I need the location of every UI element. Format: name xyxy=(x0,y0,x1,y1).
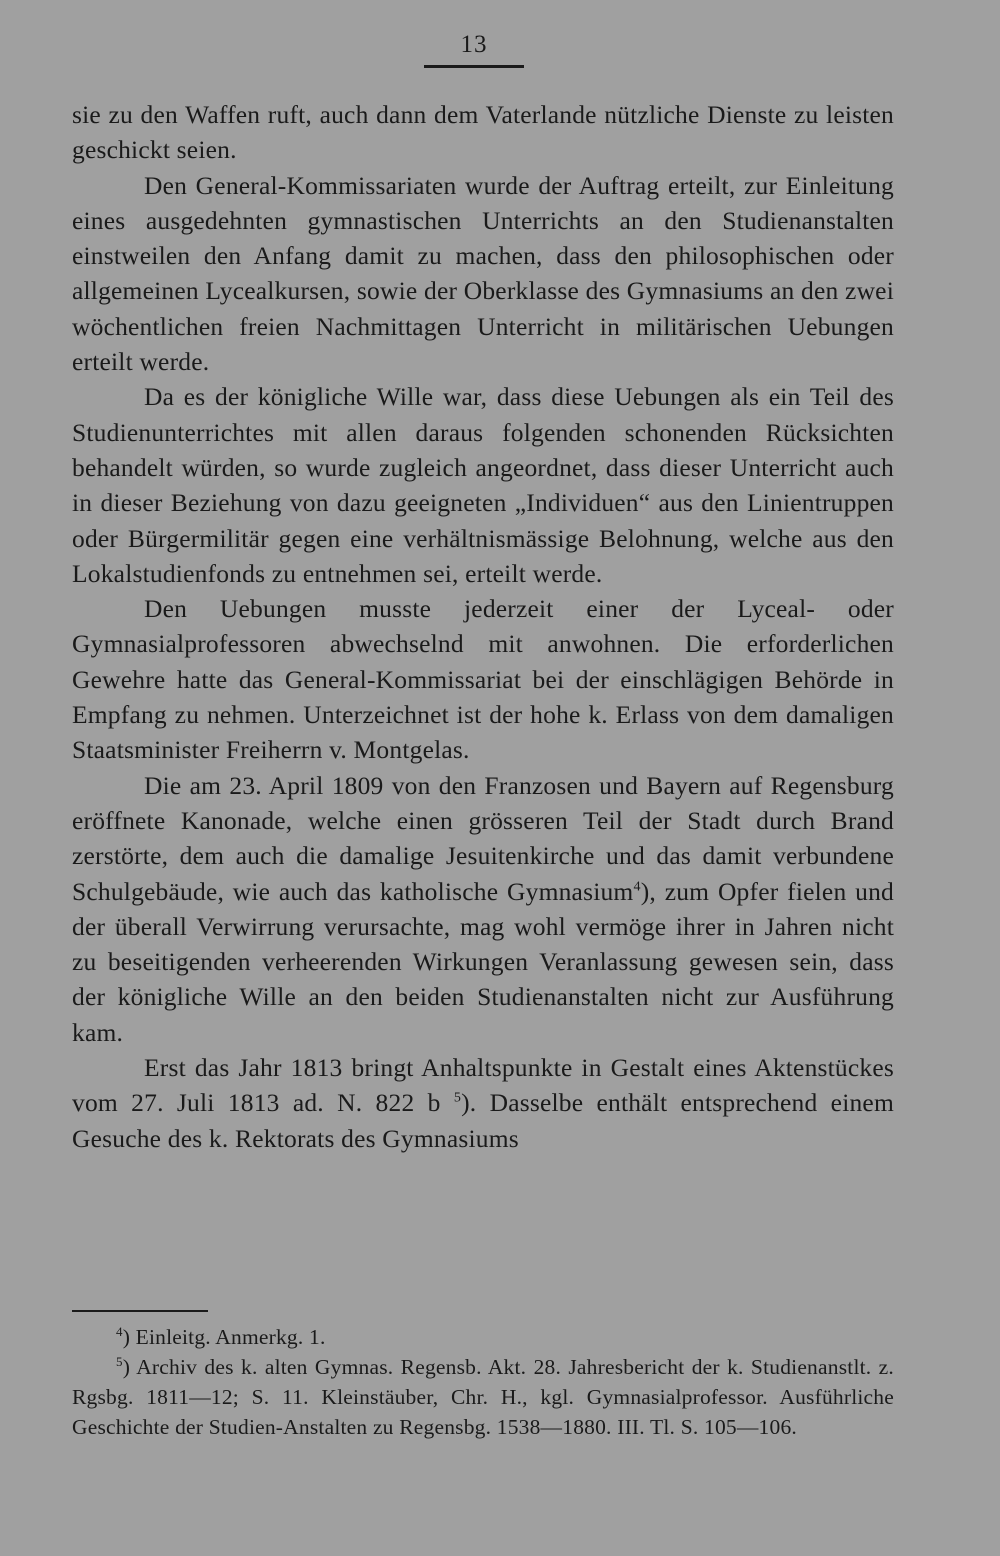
page-number-underline xyxy=(424,65,524,68)
paragraph-text: Die am 23. April 1809 von den Franzosen und Bayern auf Regensburg eröffnete Kanonade, welche einen grösseren Teil der Stadt durch Brand zerstörte, dem auch die damalige Jesuitenkirche und das damit verbundene Schulgebäude, wie auch das katholische Gymnasium xyxy=(72,770,894,906)
footnote-text: ) Archiv des k. alten Gymnas. Regensb. Akt. 28. Jahresbericht der k. Studienanstlt. z. Rgsbg. 1811—12; S. 11. Kleinstäuber, Chr. H., kgl. Gymnasialprofessor. Ausführliche Geschichte der Studien-Anstalten zu Regensbg. 1538—1880. III. Tl. S. 105—106. xyxy=(72,1355,894,1439)
paragraph-continuation: sie zu den Waffen ruft, auch dann dem Vaterlande nützliche Dienste zu leisten geschickt seien. xyxy=(72,100,894,165)
paragraph: Den General-Kommissariaten wurde der Auftrag erteilt, zur Einleitung eines ausgedehnten gymnastischen Unterrichts an den Studienanstalten einstweilen den Anfang damit zu machen, dass den philosophischen oder allgemeinen Lycealkursen, sowie der Oberklasse des Gymnasiums an den zwei wöchentlichen freien Nachmittagen Unterricht in militärischen Uebungen erteilt werde. xyxy=(72,170,894,377)
paragraph xyxy=(72,768,894,1050)
footnote-reference: 4 xyxy=(633,879,641,895)
paragraph: Den Uebungen musste jederzeit einer der Lyceal- oder Gymnasialprofessoren abwechselnd mit anwohnen. Die erforderlichen Gewehre hatte das General-Kommissariat bei der einschlägigen Behörde in Empfang zu nehmen. Unterzeichnet ist der hohe k. Erlass von dem damaligen Staatsminister Freiherrn v. Montgelas. xyxy=(72,594,894,765)
paragraph-text: ). Dasselbe enthält entsprechend einem Gesuche des k. Rektorats des Gymnasiums xyxy=(72,1088,894,1153)
footnote xyxy=(72,1322,894,1352)
footnote-mark: 5 xyxy=(116,1353,123,1369)
paragraph xyxy=(72,1050,894,1156)
footnote-mark: 4 xyxy=(116,1323,123,1339)
footnote-text: ) Einleitg. Anmerkg. 1. xyxy=(122,1325,326,1349)
footnote xyxy=(72,1352,894,1442)
paragraph-text: Erst das Jahr 1813 bringt Anhaltspunkte in Gestalt eines Aktenstückes vom 27. Juli 1813 ad. N. 822 b xyxy=(72,1053,894,1118)
page-number: 13 xyxy=(460,31,488,58)
footnote-reference: 5 xyxy=(453,1090,462,1106)
footnotes xyxy=(72,1322,894,1442)
paragraph: Da es der königliche Wille war, dass diese Uebungen als ein Teil des Studienunterrichtes mit allen daraus folgenden schonenden Rücksichten behandelt würden, so wurde zugleich angeordnet, dass dieser Unterricht auch in dieser Beziehung von dazu geeigneten „Individuen“ aus den Linientruppen oder Bürgermilitär gegen eine verhältnismässige Belohnung, welche aus den Lokalstudienfonds zu entnehmen sei, erteilt werde. xyxy=(72,382,894,588)
body-text xyxy=(72,97,894,1156)
footnote-separator xyxy=(72,1310,208,1312)
paragraph-text: ), zum Opfer fielen und der überall Verwirrung verursachte, mag wohl vermöge ihrer in Jahren nicht zu beseitigenden verheerenden Wirkungen Veranlassung gewesen sein, dass der königliche Wille an den beiden Studienanstalten nicht zur Ausführung kam. xyxy=(72,876,894,1047)
